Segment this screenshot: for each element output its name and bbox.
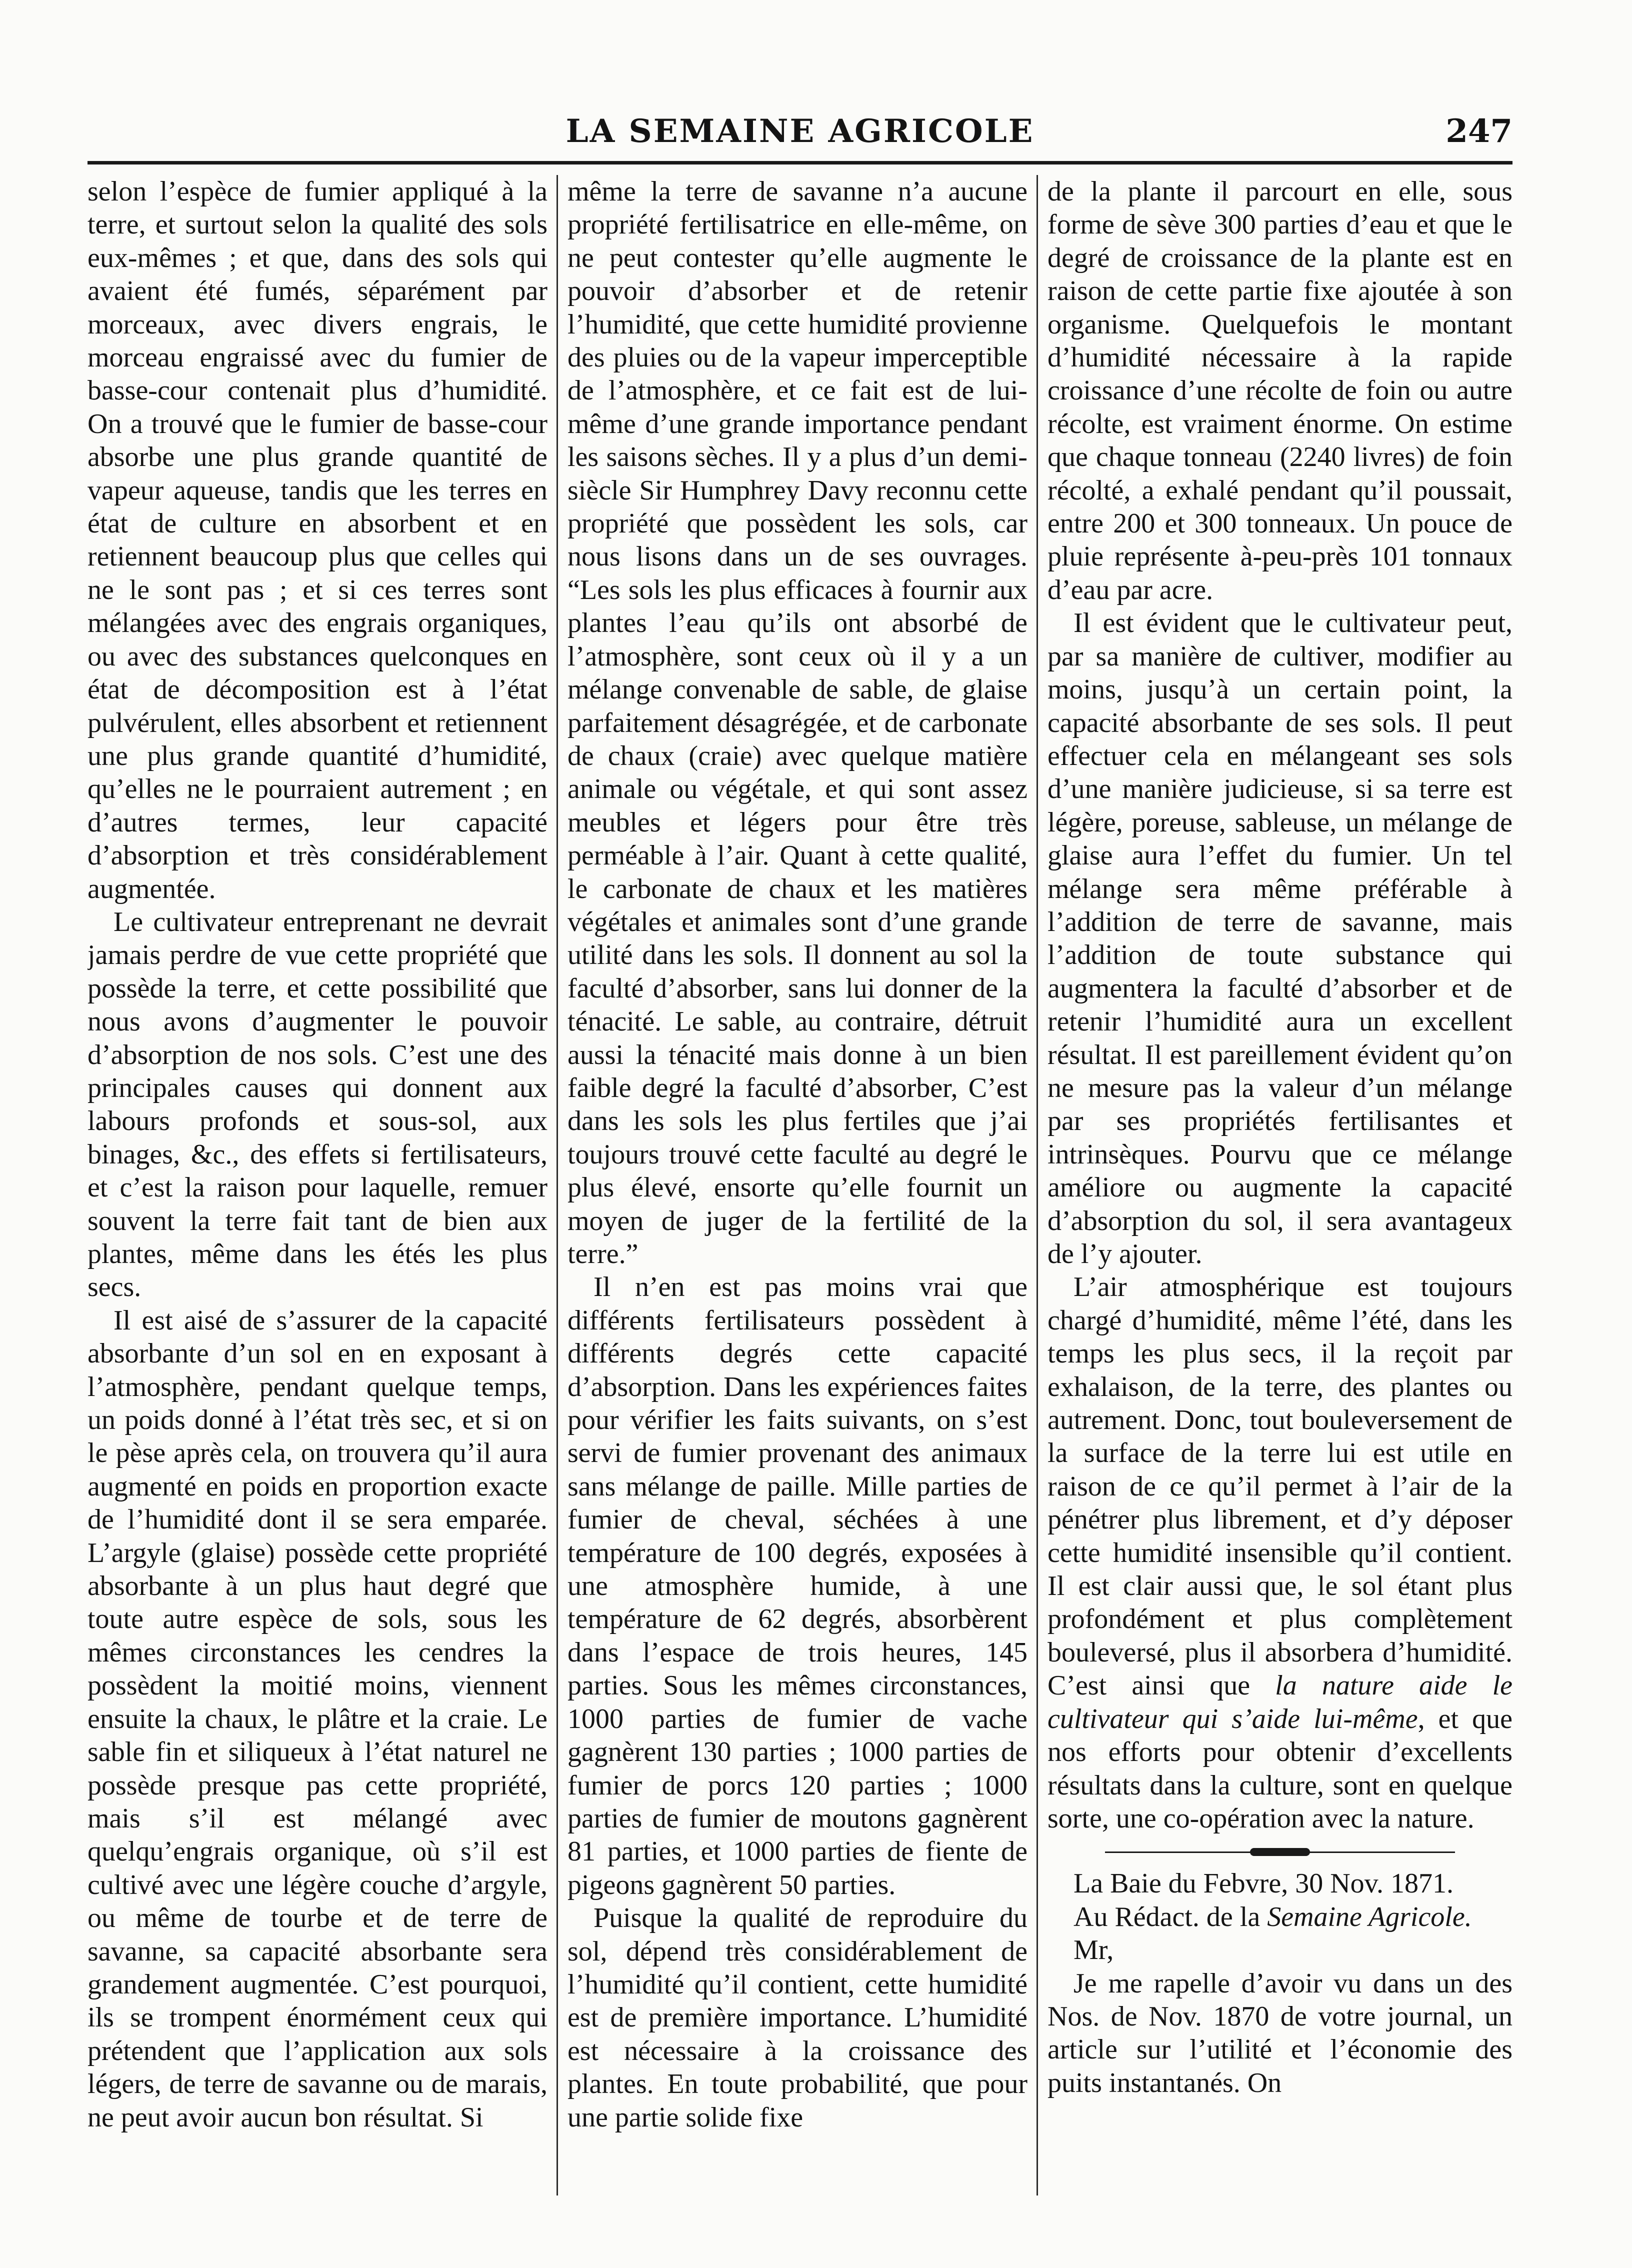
paragraph-text: , et que nos efforts pour obtenir d’excellents résultats dans la culture, sont en quelque sorte, une co-opération avec la nature.: [1048, 1703, 1512, 1834]
letter-addressee: [1048, 1900, 1512, 1934]
paragraph: de la plante il parcourt en elle, sous forme de sève 300 parties d’eau et que le degré de croissance de la plante est en raison de cette partie fixe ajoutée à son organisme. Quelquefois le montant d’humidité nécessaire à la rapide croissance d’une récolte de foin ou autre récolte, est vraiment énorme. On estime que chaque tonneau (2240 livres) de foin récolté, a exhalé pendant qu’il poussait, entre 200 et 300 tonneaux. Un pouce de pluie représente à-peu-près 101 tonnaux d’eau par acre.: [1048, 176, 1512, 606]
column-2: [568, 175, 1028, 2190]
paragraph: Il n’en est pas moins vrai que différents fertilisateurs possèdent à différents degrés cette capacité d’absorption. Dans les expériences faites pour vérifier les faits suivants, on s’est servi de fumier provenant des animaux sans mélange de paille. Mille parties de fumier de cheval, séchées à une température de 100 degrés, exposées à une atmosphère humide, à une température de 62 degrés, absorbèrent dans l’espace de trois heures, 145 parties. Sous les mêmes circonstances, 1000 parties de fumier de vache gagnèrent 130 parties ; 1000 parties de fumier de porcs 120 parties ; 1000 parties de fumier de moutons gagnèrent 81 parties, et 1000 parties de fiente de pigeons gagnèrent 50 parties.: [568, 1272, 1028, 1900]
page-header: [88, 102, 1512, 158]
paragraph: Le cultivateur entreprenant ne devrait jamais perdre de vue cette propriété que possède la terre, et cette possibilité que nous avons d’augmenter le pouvoir d’absorption de nos sols. C’est une des principales causes qui donnent aux labours profonds et sous-sol, aux binages, &c., des effets si fertilisateurs, et c’est la raison pour laquelle, remuer souvent la terre fait tant de bien aux plantes, même dans les étés les plus secs.: [88, 906, 548, 1303]
paragraph: selon l’espèce de fumier appliqué à la terre, et surtout selon la qualité des sols eux-mêmes ; et que, dans des sols qui avaient été fumés, séparément par morceaux, avec divers engrais, le morceau engraissé avec du fumier de basse-cour contenait plus d’humidité. On a trouvé que le fumier de basse-cour absorbe une plus grande quantité de vapeur aqueuse, tandis que les terres en état de culture en absorbent et en retiennent beaucoup plus que celles qui ne le sont pas ; et si ces terres sont mélangées avec des engrais organiques, ou avec des substances quelconques en état de décomposition est à l’état pulvérulent, elles absorbent et retiennent une plus grande quantité d’humidité, qu’elles ne le pourraient autrement ; en d’autres termes, leur capacité d’absorption et très considérablement augmentée.: [88, 176, 548, 904]
letter-dateline: La Baie du Febvre, 30 Nov. 1871.: [1074, 1868, 1454, 1900]
column-divider-2: [1036, 175, 1038, 2196]
header-rule: [88, 161, 1512, 164]
section-separator: [1105, 1848, 1455, 1856]
addressee-text: Au Rédact. de la: [1074, 1901, 1268, 1932]
letter-salutation: Mr,: [1074, 1934, 1114, 1966]
paragraph: Il est aisé de s’assurer de la capacité absorbante d’un sol en en exposant à l’atmosphère, pendant quelque temps, un poids donné à l’état très sec, et si on le pèse après cela, on trouvera qu’il aura augmenté en poids en proportion exacte de l’humidité dont il se sera emparée. L’argyle (glaise) possède cette propriété absorbante à un plus haut degré que toute autre espèce de sols, sous les mêmes circonstances les cendres la possèdent la moitié moins, viennent ensuite la chaux, le plâtre et la craie. Le sable fin et siliqueux à l’état naturel ne possède presque pas cette propriété, mais s’il est mélangé avec quelqu’engrais organique, où s’il est cultivé avec une légère couche d’argyle, ou même de tourbe et de terre de savanne, sa capacité absorbante sera grandement augmentée. C’est pourquoi, ils se trompent énormément ceux qui prétendent que l’application aux sols légers, de terre de savanne ou de marais, ne peut avoir aucun bon résultat. Si: [88, 1304, 548, 2133]
column-1: [88, 175, 548, 2190]
column-divider-1: [556, 175, 558, 2196]
paragraph: [1048, 1270, 1512, 1835]
paragraph: même la terre de savanne n’a aucune propriété fertilisatrice en elle-même, on ne peut contester qu’elle augmente le pouvoir d’absorber et de retenir l’humidité, que cette humidité provienne des pluies ou de la vapeur imperceptible de l’atmosphère, et ce fait est de lui-même d’une grande importance pendant les saisons sèches. Il y a plus d’un demi-siècle Sir Humphrey Davy reconnu cette propriété que possèdent les sols, car nous lisons dans un de ses ouvrages. “Les sols les plus efficaces à fournir aux plantes l’eau qu’ils ont absorbé de l’atmosphère, sont ceux où il y a un mélange convenable de sable, de glaise parfaitement désagrégée, et de carbonate de chaux (craie) avec quelque matière animale ou végétale, et qui sont assez meubles et légers pour être très perméable à l’air. Quant à cette qualité, le carbonate de chaux et les matières végétales et animales sont d’une grande utilité dans les sols. Il donnent au sol la faculté d’absorber, sans lui donner de la ténacité. Le sable, au contraire, détruit aussi la ténacité mais donne à un bien faible degré la faculté d’absorber, C’est dans les sols les plus fertiles que j’ai toujours trouvé cette faculté au degré le plus élevé, ensorte qu’elle fournit un moyen de juger de la fertilité de la terre.”: [568, 176, 1028, 1270]
italic-quote: la nature aide le cultivateur qui s’aide lui-même: [1048, 1670, 1512, 1734]
letter-body: Je me rapelle d’avoir vu dans un des Nos. de Nov. 1870 de votre journal, un article sur l’utilité et l’économie des puits instantanés. On: [1048, 1968, 1512, 2098]
paragraph-text: L’air atmosphérique est toujours chargé d’humidité, même l’été, dans les temps les plus secs, il la reçoit par exhalaison, de la terre, des plantes ou autrement. Donc, tout bouleversement de la surface de la terre lui est utile en raison de ce qu’il permet à l’air de la pénétrer plus librement, et d’y déposer cette humidité insensible qu’il contient. Il est clair aussi que, le sol étant plus profondément et plus complètement bouleversé, plus il absorbera d’humidité. C’est ainsi que: [1048, 1272, 1512, 1702]
paragraph: Il est évident que le cultivateur peut, par sa manière de cultiver, modifier au moins, jusqu’à un certain point, la capacité absorbante de ses sols. Il peut effectuer cela en mélangeant ses sols d’une manière judicieuse, si sa terre est légère, poreuse, sableuse, un mélange de glaise aura l’effet du fumier. Un tel mélange sera même préférable à l’addition de terre de savanne, mais l’addition de toute substance qui augmentera la faculté d’absorber et de retenir l’humidité aura un excellent résultat. Il est pareillement évident qu’on ne mesure pas la valeur d’un mélange par ses propriétés fertilisantes et intrinsèques. Pourvu que ce mélange améliore ou augmente la capacité d’absorption du sol, il sera avantageux de l’y ajouter.: [1048, 608, 1512, 1270]
journal-title: LA SEMAINE AGRICOLE: [566, 112, 1034, 150]
separator-ornament: [1250, 1848, 1310, 1856]
column-3: [1048, 175, 1512, 2190]
page-number: 247: [1446, 112, 1512, 150]
paragraph: Puisque la qualité de reproduire du sol, dépend très considérablement de l’humidité qu’il contient, cette humidité est de première importance. L’humidité est nécessaire à la croissance des plantes. En toute probabilité, que pour une partie solide fixe: [568, 1902, 1028, 2133]
addressee-journal: Semaine Agricole.: [1267, 1901, 1472, 1932]
